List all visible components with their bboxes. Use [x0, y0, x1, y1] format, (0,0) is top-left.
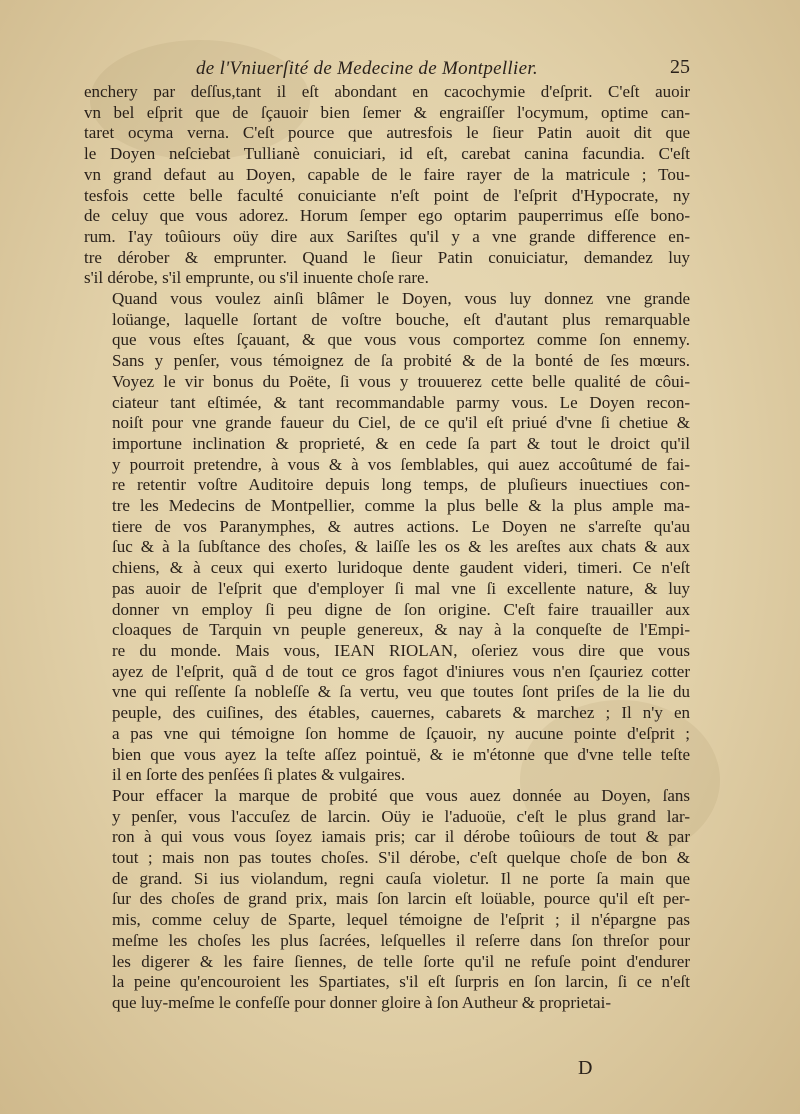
text-line: rum. I'ay toûiours oüy dire aux Sariſtes qu'il y a vne grande difference en- [84, 226, 690, 246]
body-text [84, 82, 690, 1014]
text-line: importune inclination & proprieté, & en cede ſa part & tout le droict qu'il [112, 433, 690, 453]
text-line: tout ; mais non pas toutes choſes. S'il dérobe, c'eſt quelque choſe de bon & [112, 848, 690, 868]
text-line: re du monde. Mais vous, IEAN RIOLAN, oſeriez vous dire que vous [112, 640, 690, 660]
text-line: que luy-meſme le confeſſe pour donner gloire à ſon Autheur & proprietai- [112, 992, 611, 1012]
text-line: vne qui reſſente ſa nobleſſe & ſa vertu, veu que toutes ſont priſes de la lie du [112, 682, 690, 702]
text-line: tre les Medecins de Montpellier, comme la plus belle & la plus ample ma- [112, 496, 690, 516]
text-line: Voyez le vir bonus du Poëte, ſi vous y trouuerez cette belle qualité de côui- [112, 371, 690, 391]
text-line: s'il dérobe, s'il emprunte, ou s'il inuente choſe rare. [84, 268, 429, 288]
text-line: vn grand defaut au Doyen, capable de le faire rayer de la matricule ; Tou- [84, 164, 690, 184]
page-header [196, 56, 690, 82]
text-line: tiere de vos Paranymphes, & autres actions. Le Doyen ne s'arreſte qu'au [112, 516, 690, 536]
text-line: de celuy que vous adorez. Horum ſemper ego optarim pauperrimus eſſe bono- [84, 206, 690, 226]
paragraph [84, 82, 690, 289]
text-line: pas auoir de l'eſprit que d'employer ſi mal vne ſi excellente nature, & luy [112, 578, 690, 598]
text-line: les digerer & les faire ſiennes, de telle ſorte qu'il ne refuſe point d'endurer [112, 951, 690, 971]
text-line: donner vn employ ſi peu digne de ſon origine. C'eſt faire trauailler aux [112, 599, 690, 619]
text-line: peuple, des cuiſines, des étables, cauernes, cabarets & marchez ; Il n'y en [112, 703, 690, 723]
paragraph [84, 289, 690, 786]
text-line: a pas vne qui témoigne ſon homme de ſçauoir, ny aucune pointe d'eſprit ; [112, 723, 690, 743]
signature-mark: D [578, 1057, 593, 1079]
text-line: Pour effacer la marque de probité que vous auez donnée au Doyen, ſans [112, 785, 690, 805]
text-line: loüange, laquelle ſortant de voſtre bouche, eſt d'autant plus remarquable [112, 309, 690, 329]
text-line: le Doyen neſciebat Tullianè conuiciari, id eſt, carebat canina facundia. C'eſt [84, 144, 690, 164]
text-line: y pourroit pretendre, à vous & à vos ſemblables, qui auez accoûtumé de fai- [112, 454, 690, 474]
text-line: la peine qu'encouroient les Spartiates, s'il eſt ſurpris en ſon larcin, ſi ce n'eſt [112, 972, 690, 992]
text-line: de grand. Si ius violandum, regni cauſa violetur. Il ne porte ſa main que [112, 868, 690, 888]
text-line: tesfois cette belle faculté conuiciante n'eſt point de l'eſprit d'Hypocrate, ny [84, 185, 690, 205]
text-line: que vous eſtes ſçauant, & que vous vous comportez comme ſon ennemy. [112, 330, 690, 350]
text-line: ſur des choſes de grand prix, mais ſon larcin eſt loüable, pource qu'il eſt per- [112, 889, 690, 909]
text-line: cloaques de Tarquin vn peuple genereux, & nay à la conqueſte de l'Empi- [112, 620, 690, 640]
text-line: enchery par deſſus,tant il eſt abondant en cacochymie d'eſprit. C'eſt auoir [84, 82, 690, 101]
text-line: bien que vous ayez la teſte aſſez pointuë, & ie m'étonne que d'vne telle teſte [112, 744, 690, 764]
text-line: vn bel eſprit que de ſçauoir bien ſemer & engraiſſer l'ocymum, optime can- [84, 102, 690, 122]
text-line: taret ocyma verna. C'eſt pource que autresfois le ſieur Patin auoit dit que [84, 123, 690, 143]
text-line: Sans y penſer, vous témoignez de ſa probité & de la bonté de ſes mœurs. [112, 351, 690, 371]
text-line: il en ſorte des penſées ſi plates & vulgaires. [112, 765, 406, 785]
text-line: noiſt pour vne grande faueur du Ciel, de ce qu'il eſt priué d'vne ſi chetiue & [112, 413, 690, 433]
paragraph [84, 786, 690, 1014]
text-line: ciateur tant eſtimée, & tant recommandable parmy vous. Le Doyen recon- [112, 392, 690, 412]
text-line: meſme les choſes les plus ſacrées, leſquelles il reſerre dans ſon threſor pour [112, 930, 690, 950]
running-title: de l'Vniuerſité de Medecine de Montpellier. [196, 58, 538, 79]
text-line: ſuc & à la ſubſtance des choſes, & laiſſe les os & les areſtes aux chats & aux [112, 537, 690, 557]
text-line: chiens, & à ceux qui exerto luridoque dente gaudent videri, timeri. Ce n'eſt [112, 558, 690, 578]
text-line: Quand vous voulez ainſi blâmer le Doyen, vous luy donnez vne grande [112, 289, 690, 309]
text-line: y penſer, vous l'accuſez de larcin. Oüy ie l'aduoüe, c'eſt le plus grand lar- [112, 806, 690, 826]
page-number: 25 [670, 56, 690, 78]
text-line: tre dérober & emprunter. Quand le ſieur Patin conuiciatur, demandez luy [84, 247, 690, 267]
text-line: mis, comme celuy de Sparte, lequel témoigne de l'eſprit ; il n'épargne pas [112, 910, 690, 930]
text-line: ayez de l'eſprit, quã d de tout ce gros fagot d'iniures vous n'en ſçauriez cotter [112, 661, 690, 681]
text-line: re retentir voſtre Auditoire depuis long temps, de pluſieurs inuectiues con- [112, 475, 690, 495]
text-line: ron à qui vous vous ſoyez iamais pris; car il dérobe toûiours de tout & par [112, 827, 690, 847]
